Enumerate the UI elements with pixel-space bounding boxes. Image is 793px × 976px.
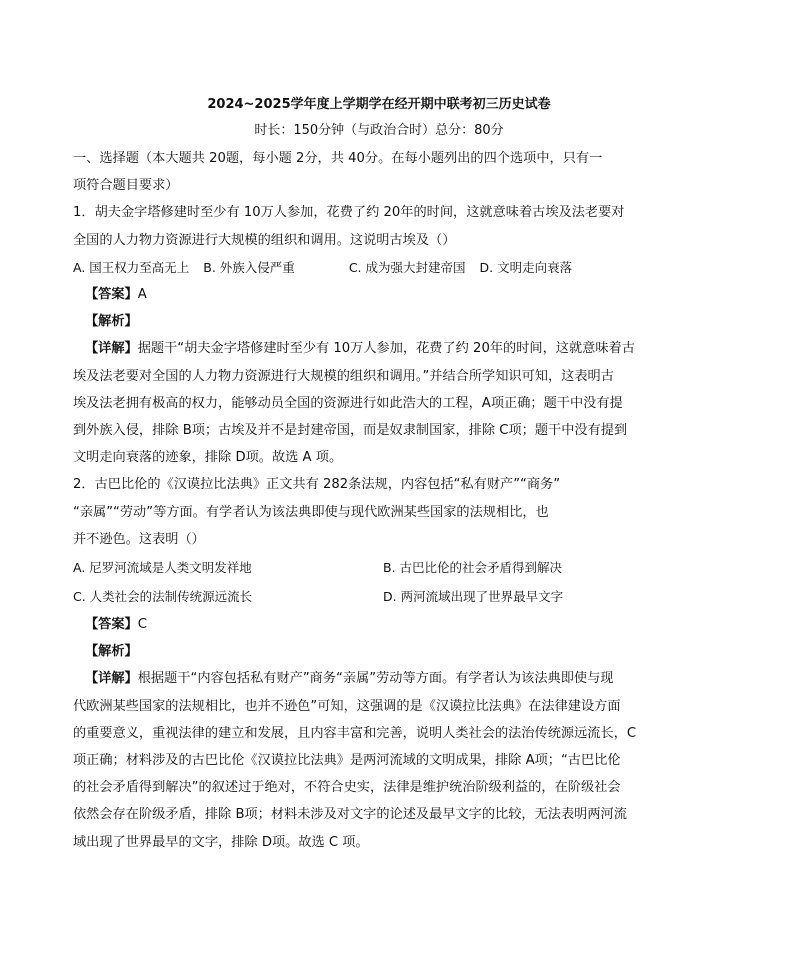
question-1-stem-line-1: 1．胡夫金字塔修建时至少有 10万人参加，花费了约 20年的时间，这就意味着古埃及法老要对	[73, 205, 625, 221]
question-2-detail-line-7: 域出现了世界最早的文字，排除 D项。故选 C 项。	[73, 834, 369, 850]
question-1-option-c: C. 成为强大封建帝国	[348, 259, 466, 275]
question-1-detail-line-2: 埃及法老要对全国的人力物力资源进行大规模的组织和调用。”并结合所学知识可知，这表明古	[73, 368, 614, 384]
question-1-analysis	[73, 308, 673, 335]
question-1-option-a: A. 国王权力至高无上	[73, 259, 190, 275]
section-header-line-1: 一、选择题（本大题共 20题，每小题 2分，共 40分。在每小题列出的四个选项中，只有一	[73, 151, 603, 166]
question-2-option-a: A. 尼罗河流域是人类文明发祥地	[73, 560, 252, 576]
question-2-detail-line-3: 的重要意义，重视法律的建立和发展，且内容丰富和完善，说明人类社会的法治传统源远流长，C	[73, 725, 637, 741]
question-2-detail-line-4: 项正确；材料涉及的古巴比伦《汉谟拉比法典》是两河流域的文明成果，排除 A项；“古巴比伦	[73, 753, 621, 769]
question-2-detail-line-1	[73, 665, 673, 692]
question-2-analysis	[73, 638, 673, 665]
detail-text: 据题干“胡夫金字塔修建时至少有 10万人参加，花费了约 20年的时间，这就意味着古	[137, 341, 635, 357]
question-2-detail-line-5: 的社会矛盾得到解决”的叙述过于绝对，不符合史实，法律是维护统治阶级利益的，在阶级社会	[73, 780, 621, 796]
question-1-detail-line-4: 到外族入侵，排除 B项；古埃及并不是封建帝国，而是奴隶制国家，排除 C项；题干中没有提到	[73, 423, 628, 439]
question-2-detail-line-6: 依然会存在阶级矛盾，排除 B项；材料未涉及对文字的论述及最早文字的比较，无法表明两河流	[73, 807, 627, 823]
question-2-stem-line-1: 2．古巴比伦的《汉谟拉比法典》正文共有 282条法规，内容包括“私有财产”“商务”	[73, 477, 561, 493]
question-2-stem-line-2: “亲属”“劳动”等方面。有学者认为该法典即使与现代欧洲某些国家的法规相比，也	[73, 504, 549, 520]
analysis-tag: 【解析】	[85, 314, 138, 330]
question-2-detail-line-2: 代欧洲某些国家的法规相比，也并不逊色”可知，这强调的是《汉谟拉比法典》在法律建设方面	[73, 698, 621, 714]
question-2-answer	[73, 611, 673, 638]
question-1-detail-line-5: 文明走向衰落的迹象，排除 D项。故选 A 项。	[73, 450, 343, 466]
question-1-option-d: D. 文明走向衰落	[479, 259, 573, 275]
question-2-option-b: B. 古巴比伦的社会矛盾得到解决	[383, 560, 563, 576]
answer-tag: 【答案】	[85, 617, 138, 633]
question-1-options	[73, 254, 673, 281]
question-2-option-d: D. 两河流域出现了世界最早文字	[383, 589, 564, 605]
question-1-answer	[73, 281, 673, 308]
detail-tag: 【详解】	[85, 671, 138, 687]
answer-value: C	[137, 617, 147, 633]
document-content	[73, 93, 673, 856]
question-2-option-c: C. 人类社会的法制传统源远流长	[73, 589, 253, 605]
question-1-option-b: B. 外族入侵严重	[203, 259, 295, 275]
question-2-options	[73, 553, 673, 611]
question-2	[73, 471, 673, 855]
answer-value: A	[137, 287, 147, 303]
answer-tag: 【答案】	[85, 287, 138, 303]
detail-text: 根据题干“内容包括私有财产”商务“亲属”劳动等方面。有学者认为该法典即使与现	[137, 671, 614, 687]
question-1-detail-line-3: 埃及法老拥有极高的权力，能够动员全国的资源进行如此浩大的工程，A项正确；题干中没有提	[73, 395, 623, 411]
exam-subtitle: 时长：150分钟（与政治合时）总分：80分	[254, 123, 504, 138]
question-1-detail-line-1	[73, 335, 673, 362]
detail-tag: 【详解】	[85, 341, 138, 357]
question-1	[73, 199, 673, 471]
section-header-line-2: 项符合题目要求）	[73, 178, 179, 194]
question-2-stem-line-3: 并不逊色。这表明（）	[73, 531, 205, 547]
question-1-stem-line-2: 全国的人力物力资源进行大规模的组织和调用。这说明古埃及（）	[73, 232, 456, 248]
analysis-tag: 【解析】	[85, 644, 138, 660]
exam-title: 2024~2025学年度上学期学在经开期中联考初三历史试卷	[207, 97, 551, 112]
